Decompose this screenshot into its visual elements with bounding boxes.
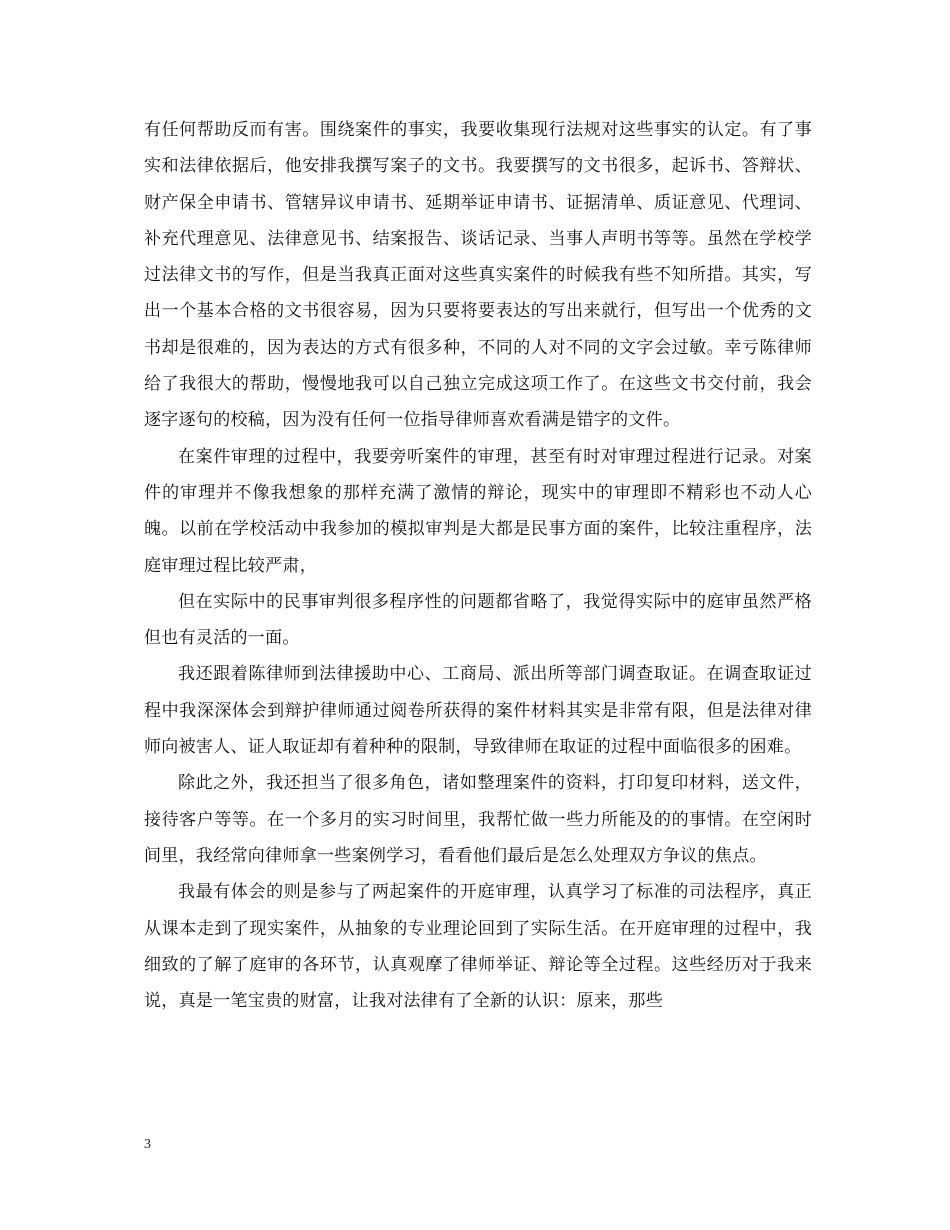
paragraph-other-duties: 除此之外，我还担当了很多角色，诸如整理案件的资料，打印复印材料，送文件，接待客户等等。在一个多月的实习时间里，我帮忙做一些力所能及的的事情。在空闲时间里，我经常向律师拿一些案例学习，看看他们最后是怎么处理双方争议的焦点。	[144, 773, 812, 866]
paragraph-civil-trial: 但在实际中的民事审判很多程序性的问题都省略了，我觉得实际中的庭审虽然严格但也有灵活的一面。	[144, 591, 812, 649]
paragraph-continuation: 有任何帮助反而有害。围绕案件的事实，我要收集现行法规对这些事实的认定。有了事实和法律依据后，他安排我撰写案子的文书。我要撰写的文书很多，起诉书、答辩状、财产保全申请书、管辖异议申请书、延期举证申请书、证据清单、质证意见、代理词、补充代理意见、法律意见书、结案报告、谈话记录、当事人声明书等等。虽然在学校学过法律文书的写作，但是当我真正面对这些真实案件的时候我有些不知所措。其实，写出一个基本合格的文书很容易，因为只要将要表达的写出来就行，但写出一个优秀的文书却是很难的，因为表达的方式有很多种，不同的人对不同的文字会过敏。幸亏陈律师给了我很大的帮助，慢慢地我可以自己独立完成这项工作了。在这些文书交付前，我会逐字逐句的校稿，因为没有任何一位指导律师喜欢看满是错字的文件。	[144, 120, 812, 431]
document-body	[144, 112, 812, 1019]
paragraph-trial-observation: 在案件审理的过程中，我要旁听案件的审理，甚至有时对审理过程进行记录。对案件的审理并不像我想象的那样充满了激情的辩论，现实中的审理即不精彩也不动人心魄。以前在学校活动中我参加的模拟审判是大都是民事方面的案件，比较注重程序，法庭审理过程比较严肃，	[144, 446, 812, 576]
paragraph-evidence-collection: 我还跟着陈律师到法律援助中心、工商局、派出所等部门调查取证。在调查取证过程中我深深体会到辩护律师通过阅卷所获得的案件材料其实是非常有限，但是法律对律师向被害人、证人取证却有着种种的限制，导致律师在取证的过程中面临很多的困难。	[144, 664, 812, 758]
page-number: 3	[144, 1137, 151, 1152]
paragraph-court-hearing: 我最有体会的则是参与了两起案件的开庭审理，认真学习了标准的司法程序，真正从课本走到了现实案件，从抽象的专业理论回到了实际生活。在开庭审理的过程中，我细致的了解了庭审的各环节，认真观摩了律师举证、辩论等全过程。这些经历对于我来说，真是一笔宝贵的财富，让我对法律有了全新的认识：原来，那些	[144, 882, 812, 1012]
